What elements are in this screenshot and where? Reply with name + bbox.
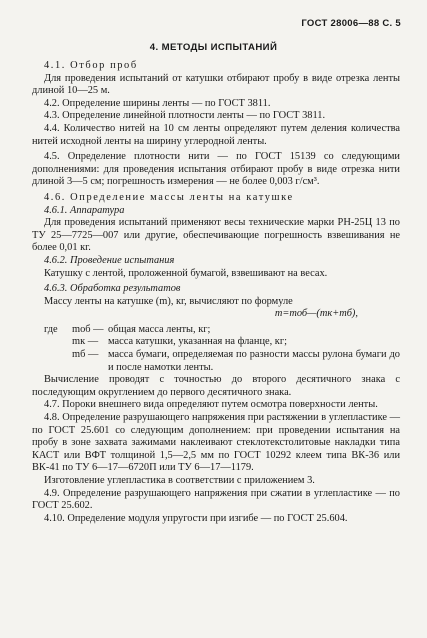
legend-symbol: mб — <box>72 349 99 361</box>
clause-4-2: 4.2. Определение ширины ленты — по ГОСТ 3811. <box>44 97 271 109</box>
formula-legend-row <box>32 336 400 349</box>
legend-symbol: mоб — <box>72 323 104 335</box>
clause-4-6-1-text: Для проведения испытаний применяют весы технические марки РН-25Ц 13 по ТУ 25—7725—007 или другие, обеспечивающие погрешность взвешивания не более 0,01 кг. <box>32 217 400 254</box>
page-header: ГОСТ 28006—88 С. 5 <box>301 18 401 29</box>
formula-legend-row <box>32 349 400 374</box>
legend-lead <box>32 349 72 374</box>
clause-4-6-2-text: Катушку с лентой, проложенной бумагой, взвешивают на весах. <box>44 267 328 279</box>
clause-4-6-3-heading: 4.6.3. Обработка результатов <box>44 283 181 295</box>
clause-4-6-2-heading: 4.6.2. Проведение испытания <box>44 254 175 266</box>
clause-4-1-heading: 4.1. Отбор проб <box>44 60 138 71</box>
document-body <box>32 60 400 525</box>
clause-4-8: 4.8. Определение разрушающего напряжения при растяжении в углепластике — по ГОСТ 25.601 со следующим дополнением: при проведении испытания на пробу в зоне захвата зажимами наклеивают стеклотекстолитовые накладки типа КАСТ или ВФТ толщиной 1,5—2,5 мм по ГОСТ 10292 клеем типа ВК-36 или ВК-41 по ТУ 6—17—6720П или ТУ 6—17—1179. <box>32 412 400 474</box>
mass-formula: m=mоб—(mк+mб), <box>274 308 358 320</box>
legend-text: общая масса ленты, кг; <box>108 323 211 335</box>
legend-lead <box>32 336 72 349</box>
preparation-note: Изготовление углепластика в соответствии с приложением 3. <box>44 475 315 486</box>
clause-4-5: 4.5. Определение плотности нити — по ГОСТ 15139 со следующими дополнениями: для проведения испытания отбирают пробу в виде отрезка нити длиной 3—5 см; погрешность измерения — не более 0,003 г/см³. <box>32 151 400 188</box>
clause-4-4: 4.4. Количество нитей на 10 см ленты определяют путем деления количества нитей исходной ленты на ширину углеродной ленты. <box>32 122 400 147</box>
legend-text: масса бумаги, определяемая по разности массы рулона бумаги до и после намотки ленты. <box>108 349 400 373</box>
clause-4-10: 4.10. Определение модуля упругости при изгибе — по ГОСТ 25.604. <box>44 512 348 524</box>
clause-4-6-3-text: Массу ленты на катушке (m), кг, вычисляют по формуле <box>44 295 293 307</box>
formula-legend-row <box>32 324 400 337</box>
calculation-note: Вычисление проводят с точностью до второго десятичного знака с последующим округлением до первого десятичного знака. <box>32 374 400 398</box>
clause-4-6-1-heading: 4.6.1. Аппаратура <box>44 204 125 216</box>
legend-symbol: mк — <box>72 336 99 348</box>
section-title: 4. МЕТОДЫ ИСПЫТАНИЙ <box>149 42 278 53</box>
clause-4-9: 4.9. Определение разрушающего напряжения при сжатии в углепластике — по ГОСТ 25.602. <box>32 487 400 512</box>
legend-text: масса катушки, указанная на фланце, кг; <box>108 336 288 348</box>
clause-4-1-text: Для проведения испытаний от катушки отбирают пробу в виде отрезка ленты длиной 10—25 м. <box>32 72 400 97</box>
legend-lead: где <box>44 323 58 335</box>
clause-4-7: 4.7. Пороки внешнего вида определяют путем осмотра поверхности ленты. <box>44 399 378 411</box>
clause-4-6-heading: 4.6. Определение массы ленты на катушке <box>44 191 294 203</box>
clause-4-3: 4.3. Определение линейной плотности ленты — по ГОСТ 3811. <box>44 110 326 122</box>
